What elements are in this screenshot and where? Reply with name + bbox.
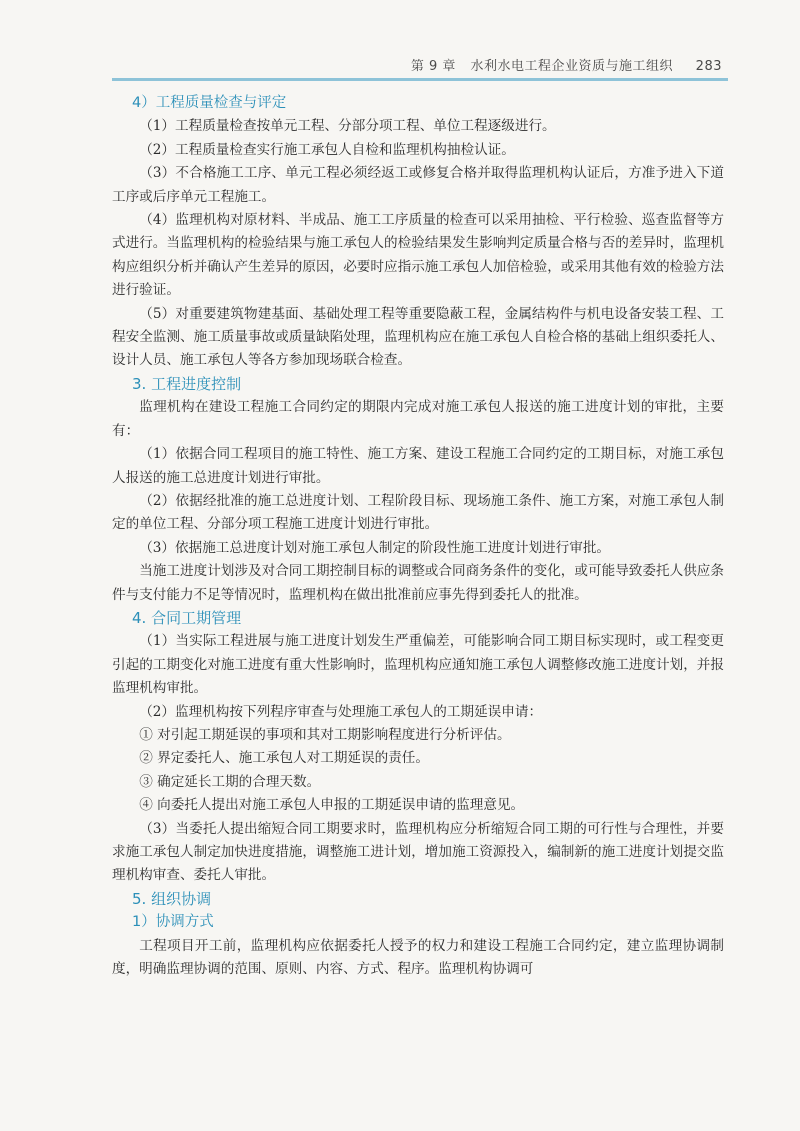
section-heading-schedule-control: 3. 工程进度控制: [132, 374, 242, 393]
header-rule: [112, 78, 728, 81]
page-number: 283: [695, 59, 722, 74]
paragraph: （3）依据施工总进度计划对施工承包人制定的阶段性施工进度计划进行审批。: [139, 539, 611, 556]
paragraph: （1）依据合同工程项目的施工特性、施工方案、建设工程施工合同约定的工期目标，对施工承包人报送的施工总进度计划进行审批。: [112, 446, 724, 486]
paragraph: （3）不合格施工工序、单元工程必须经返工或修复合格并取得监理机构认证后，方准予进入下道工序或后序单元工程施工。: [112, 165, 724, 205]
subsection-heading-coordination-method: 1）协调方式: [132, 914, 214, 931]
paragraph: （1）当实际工程进展与施工进度计划发生严重偏差，可能影响合同工期目标实现时，或工程变更引起的工期变化对施工进度有重大性影响时，监理机构应通知施工承包人调整修改施工进度计划，并报监理机构审批。: [112, 633, 724, 697]
paragraph: 工程项目开工前，监理机构应依据委托人授予的权力和建设工程施工合同约定，建立监理协调制度，明确监理协调的范围、原则、内容、方式、程序。监理机构协调可: [112, 937, 724, 978]
paragraph: （2）监理机构按下列程序审查与处理施工承包人的工期延误申请：: [139, 703, 543, 720]
page-header: [0, 0, 800, 84]
paragraph: （2）工程质量检查实行施工承包人自检和监理机构抽检认证。: [139, 141, 515, 158]
running-head: [411, 55, 722, 74]
list-item: ③ 确定延长工期的合理天数。: [139, 773, 321, 790]
paragraph: 当施工进度计划涉及对合同工期控制目标的调整或合同商务条件的变化，或可能导致委托人供应条件与支付能力不足等情况时，监理机构在做出批准前应事先得到委托人的批准。: [112, 563, 724, 603]
paragraph: （4）监理机构对原材料、半成品、施工工序质量的检查可以采用抽检、平行检验、巡查监督等方式进行。当监理机构的检验结果与施工承包人的检验结果发生影响判定质量合格与否的差异时，监理机构应组织分析并确认产生差异的原因，必要时应指示施工承包人加倍检验，或采用其他有效的检验方法进行验证。: [112, 212, 724, 299]
section-heading-coordination: 5. 组织协调: [132, 889, 212, 908]
list-item: ② 界定委托人、施工承包人对工期延误的责任。: [139, 750, 429, 767]
paragraph: （1）工程质量检查按单元工程、分部分项工程、单位工程逐级进行。: [139, 118, 556, 135]
paragraph: 监理机构在建设工程施工合同约定的期限内完成对施工承包人报送的施工进度计划的审批，主要有：: [112, 399, 724, 439]
subsection-heading-quality-inspection: 4）工程质量检查与评定: [132, 95, 287, 111]
paragraph: （5）对重要建筑物建基面、基础处理工程等重要隐蔽工程，金属结构件与机电设备安装工程、工程安全监测、施工质量事故或质量缺陷处理，监理机构应在施工承包人自检合格的基础上组织委托人、设计人员、施工承包人等各方参加现场联合检查。: [112, 305, 724, 369]
list-item: ① 对引起工期延误的事项和其对工期影响程度进行分析评估。: [139, 726, 511, 743]
chapter-title: 水利水电工程企业资质与施工组织: [470, 59, 674, 74]
chapter-number: 第 9 章: [410, 59, 456, 74]
paragraph: （3）当委托人提出缩短合同工期要求时，监理机构应分析缩短合同工期的可行性与合理性，并要求施工承包人制定加快进度措施，调整施工进计划，增加施工资源投入，编制新的施工进度计划提交监理机构审查、委托人审批。: [112, 820, 724, 884]
list-item: ④ 向委托人提出对施工承包人申报的工期延误申请的监理意见。: [139, 797, 525, 814]
paragraph: （2）依据经批准的施工总进度计划、工程阶段目标、现场施工条件、施工方案，对施工承包人制定的单位工程、分部分项工程施工进度计划进行审批。: [112, 492, 724, 533]
page-body: [112, 92, 724, 981]
section-heading-contract-duration: 4. 合同工期管理: [132, 608, 242, 627]
